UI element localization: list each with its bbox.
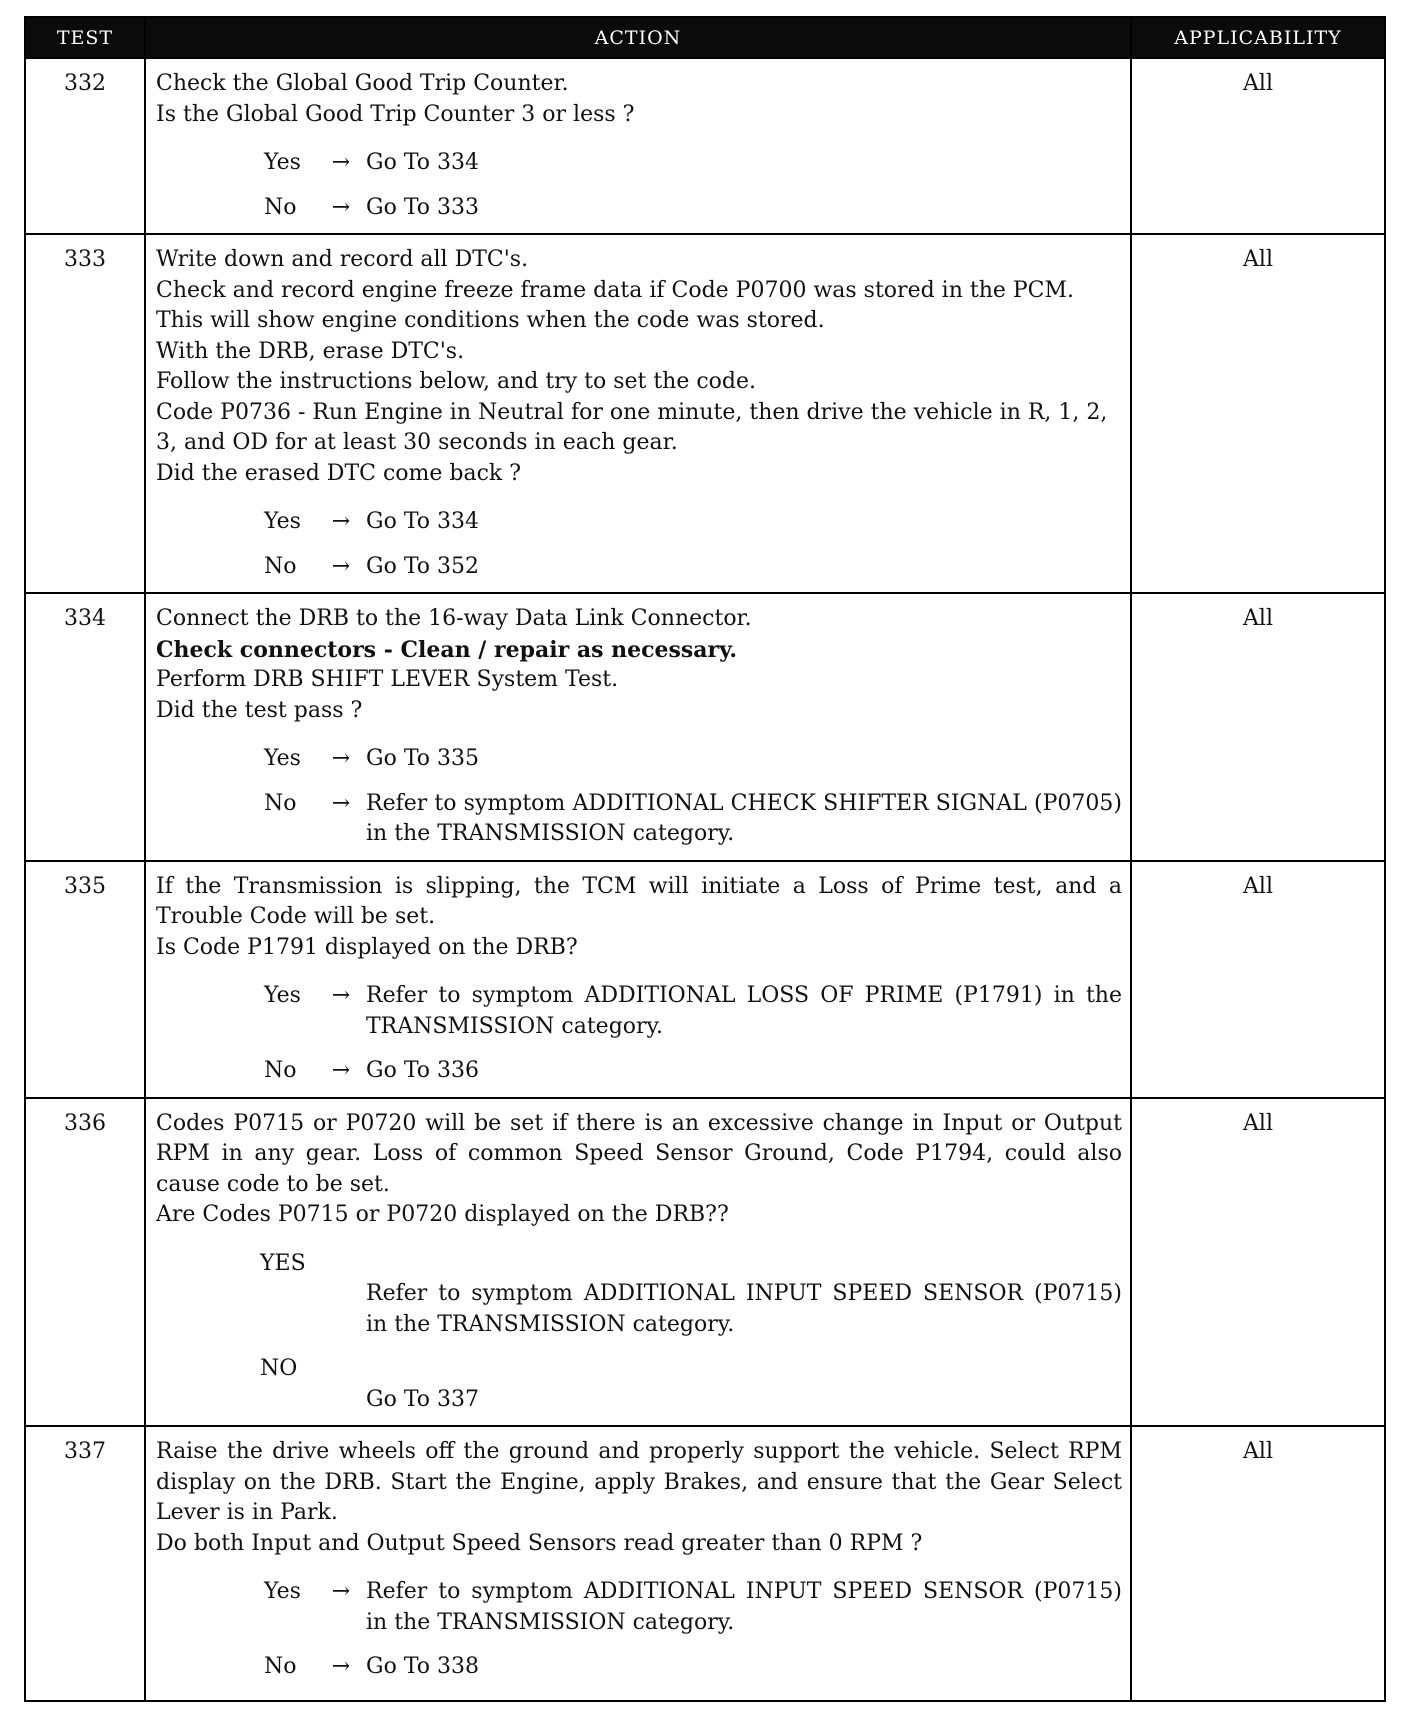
arrow-icon: → bbox=[331, 1579, 351, 1604]
arrow-icon: → bbox=[331, 194, 351, 220]
action-line: Connect the DRB to the 16-way Data Link Connector. bbox=[156, 606, 752, 631]
response-yes bbox=[264, 1577, 1122, 1638]
action-line: Are Codes P0715 or P0720 displayed on the DRB?? bbox=[156, 1202, 729, 1227]
arrow-icon: → bbox=[331, 553, 351, 579]
response-yes bbox=[264, 744, 1122, 775]
arrow-icon: → bbox=[331, 1058, 351, 1083]
action-line: Did the erased DTC come back ? bbox=[156, 460, 522, 486]
table-header-row bbox=[25, 17, 1385, 58]
diagnostic-table bbox=[24, 16, 1386, 1702]
header-test: TEST bbox=[25, 17, 145, 58]
table-row bbox=[25, 1426, 1385, 1701]
response-label: No bbox=[264, 790, 297, 816]
action-line: Write down and record all DTC's. bbox=[156, 247, 529, 272]
response-label: Yes bbox=[264, 983, 301, 1008]
action-line: Follow the instructions below, and try to set the code. bbox=[156, 369, 757, 394]
response-no bbox=[264, 193, 1122, 224]
diagnostic-table-page bbox=[24, 16, 1384, 1702]
test-number: 333 bbox=[25, 234, 145, 593]
response-yes bbox=[264, 981, 1122, 1042]
response-text: Go To 337 bbox=[366, 1386, 480, 1412]
test-number: 335 bbox=[25, 861, 145, 1098]
header-action: ACTION bbox=[145, 17, 1131, 58]
table-row bbox=[25, 1098, 1385, 1427]
response-text: Refer to symptom ADDITIONAL CHECK SHIFTER SIGNAL (P0705) in the TRANSMISSION category. bbox=[366, 790, 1122, 846]
header-applicability: APPLICABILITY bbox=[1131, 17, 1385, 58]
response-yes bbox=[264, 148, 1122, 179]
action-line: If the Transmission is slipping, the TCM will initiate a Loss of Prime test, and a Trouble Code will be set. bbox=[156, 873, 1122, 929]
table-row bbox=[25, 234, 1385, 593]
arrow-icon: → bbox=[331, 509, 351, 534]
response-label: Yes bbox=[264, 746, 301, 771]
action-line: Is Code P1791 displayed on the DRB? bbox=[156, 934, 578, 960]
response-label: Yes bbox=[264, 509, 301, 534]
applicability-cell: All bbox=[1131, 861, 1385, 1098]
response-label: No bbox=[264, 553, 297, 579]
action-line: This will show engine conditions when the code was stored. bbox=[156, 308, 825, 333]
applicability-cell: All bbox=[1131, 1426, 1385, 1701]
response-no bbox=[264, 1652, 1122, 1683]
response-text: Go To 334 bbox=[366, 150, 480, 175]
action-line: With the DRB, erase DTC's. bbox=[156, 338, 465, 364]
action-cell bbox=[145, 58, 1131, 234]
table-row bbox=[25, 593, 1385, 861]
response-text: Go To 333 bbox=[366, 194, 480, 220]
response-no bbox=[264, 789, 1122, 850]
action-line: Did the test pass ? bbox=[156, 697, 363, 723]
action-line: Do both Input and Output Speed Sensors read greater than 0 RPM ? bbox=[156, 1530, 923, 1556]
test-number: 337 bbox=[25, 1426, 145, 1701]
arrow-icon: → bbox=[331, 150, 351, 175]
action-line: Is the Global Good Trip Counter 3 or less ? bbox=[156, 101, 635, 127]
applicability-cell: All bbox=[1131, 593, 1385, 861]
response-label: NO bbox=[260, 1356, 298, 1381]
arrow-icon: → bbox=[331, 746, 351, 771]
response-text: Go To 335 bbox=[366, 746, 480, 771]
response-yes bbox=[264, 507, 1122, 538]
response-text: Go To 352 bbox=[366, 553, 480, 579]
response-label: No bbox=[264, 1058, 297, 1083]
action-cell bbox=[145, 1098, 1131, 1427]
action-cell bbox=[145, 1426, 1131, 1701]
response-yes bbox=[260, 1249, 1122, 1341]
test-number: 334 bbox=[25, 593, 145, 861]
test-number: 336 bbox=[25, 1098, 145, 1427]
action-line: Code P0736 - Run Engine in Neutral for one minute, then drive the vehicle in R, 1, 2, 3, and OD for at least 30 seconds in each gear. bbox=[156, 399, 1108, 455]
table-row bbox=[25, 58, 1385, 234]
action-line: Check the Global Good Trip Counter. bbox=[156, 71, 569, 96]
arrow-icon: → bbox=[331, 1654, 351, 1679]
applicability-cell: All bbox=[1131, 58, 1385, 234]
response-no bbox=[264, 1056, 1122, 1087]
response-text: Go To 334 bbox=[366, 509, 480, 534]
response-label: No bbox=[264, 194, 297, 220]
response-text: Refer to symptom ADDITIONAL LOSS OF PRIME (P1791) in the TRANSMISSION category. bbox=[366, 983, 1122, 1039]
action-cell bbox=[145, 861, 1131, 1098]
arrow-icon: → bbox=[331, 790, 351, 816]
test-number: 332 bbox=[25, 58, 145, 234]
action-line: Check and record engine freeze frame data if Code P0700 was stored in the PCM. bbox=[156, 277, 1075, 303]
applicability-cell: All bbox=[1131, 1098, 1385, 1427]
response-no bbox=[264, 552, 1122, 583]
response-text: Refer to symptom ADDITIONAL INPUT SPEED SENSOR (P0715) in the TRANSMISSION category. bbox=[366, 1579, 1122, 1635]
response-text: Go To 336 bbox=[366, 1058, 480, 1083]
response-label: Yes bbox=[264, 150, 301, 175]
action-line-bold: Check connectors - Clean / repair as necessary. bbox=[156, 636, 738, 663]
applicability-cell: All bbox=[1131, 234, 1385, 593]
table-row bbox=[25, 861, 1385, 1098]
response-text: Go To 338 bbox=[366, 1654, 480, 1679]
action-line: Codes P0715 or P0720 will be set if there is an excessive change in Input or Output RPM in any gear. Loss of common Speed Sensor Ground, Code P1794, could also cause code to be set. bbox=[156, 1110, 1122, 1197]
action-cell bbox=[145, 234, 1131, 593]
response-text: Refer to symptom ADDITIONAL INPUT SPEED SENSOR (P0715) in the TRANSMISSION category. bbox=[366, 1281, 1122, 1337]
action-line: Raise the drive wheels off the ground and properly support the vehicle. Select RPM display on the DRB. Start the Engine, apply Brakes, and ensure that the Gear Select Lever is in Park. bbox=[156, 1439, 1122, 1525]
response-no bbox=[260, 1354, 1122, 1415]
response-label: No bbox=[264, 1654, 297, 1679]
action-line: Perform DRB SHIFT LEVER System Test. bbox=[156, 667, 619, 692]
action-cell bbox=[145, 593, 1131, 861]
arrow-icon: → bbox=[331, 983, 351, 1008]
response-label: YES bbox=[260, 1250, 306, 1276]
response-label: Yes bbox=[264, 1579, 301, 1604]
